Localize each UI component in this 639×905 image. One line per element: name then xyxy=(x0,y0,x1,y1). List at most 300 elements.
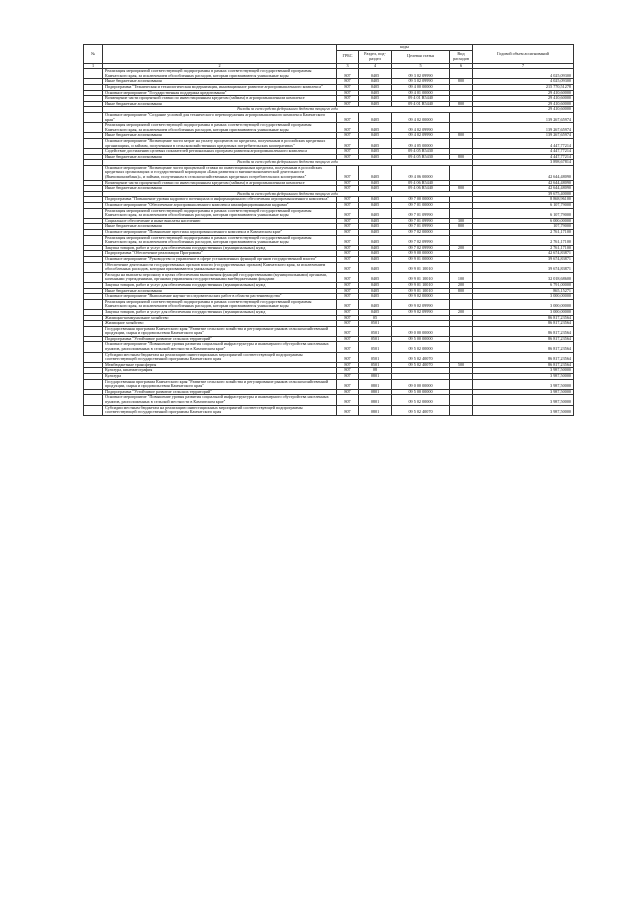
item-name-cell: Подпрограмма "Устойчивое развитие сельских территорий" xyxy=(103,389,337,395)
item-name-cell: Основное мероприятие "Государственная поддержка кредитования" xyxy=(103,90,337,96)
row-number-cell xyxy=(84,379,103,389)
vr-cell xyxy=(450,379,473,389)
grbs-cell: 807 xyxy=(337,256,359,262)
section-cell: 0405 xyxy=(359,165,392,180)
target-cell: 09 4 01 R5440 xyxy=(392,96,450,102)
item-name-cell: Жилищно-коммунальное хозяйство xyxy=(103,315,337,321)
section-cell: 0405 xyxy=(359,208,392,218)
section-cell: 0405 xyxy=(359,138,392,148)
item-name-cell: Содействие достижению целевых показателей региональных программ развития агропромышленного комплекса xyxy=(103,149,337,155)
header-vr: Вид расходов xyxy=(450,50,473,63)
grbs-cell: 807 xyxy=(337,224,359,230)
header-num: № xyxy=(84,45,103,64)
vr-cell: 100 xyxy=(450,272,473,282)
grbs-cell: 807 xyxy=(337,79,359,85)
amount-cell: 4 447,77214 xyxy=(473,149,574,155)
target-cell: 09 4 01 00000 xyxy=(392,90,450,96)
amount-cell: 4 025,09300 xyxy=(473,69,574,79)
section-cell: 0405 xyxy=(359,309,392,315)
grbs-cell: 807 xyxy=(337,149,359,155)
table-row xyxy=(84,262,574,272)
grbs-cell: 807 xyxy=(337,180,359,186)
target-cell: 09 9 01 10010 xyxy=(392,288,450,294)
table-row xyxy=(84,395,574,405)
target-cell: 09 4 01 R5440 xyxy=(392,101,450,107)
amount-cell: 42 644,48090 xyxy=(473,186,574,192)
grbs-cell: 807 xyxy=(337,352,359,362)
item-name-cell: Подпрограмма "Повышение уровня кадрового потенциала и информационного обеспечения агропромышленного комплекса" xyxy=(103,197,337,203)
amount-cell: 6 107,79000 xyxy=(473,203,574,209)
target-cell: 09 5 02 40070 xyxy=(392,405,450,415)
grbs-cell: 807 xyxy=(337,294,359,300)
item-name-cell: Основное мероприятие "Обеспечение агропромышленного комплекса квалифицированными кадрами" xyxy=(103,203,337,209)
target-cell: 09 4 05 R5430 xyxy=(392,154,450,160)
row-number-cell xyxy=(84,165,103,180)
grbs-cell: 807 xyxy=(337,282,359,288)
grbs-cell: 807 xyxy=(337,342,359,352)
grbs-cell: 807 xyxy=(337,197,359,203)
section-cell: 0405 xyxy=(359,288,392,294)
amount-cell: 29 410,60000 xyxy=(473,90,574,96)
vr-cell xyxy=(450,342,473,352)
target-cell: 09 4 06 R5440 xyxy=(392,186,450,192)
row-number-cell xyxy=(84,262,103,272)
grbs-cell: 807 xyxy=(337,230,359,236)
grbs-cell: 807 xyxy=(337,395,359,405)
vr-cell xyxy=(450,165,473,180)
target-cell: 09 7 00 00000 xyxy=(392,197,450,203)
row-number-cell xyxy=(84,112,103,122)
grbs-cell: 807 xyxy=(337,288,359,294)
vr-cell: 800 xyxy=(450,224,473,230)
item-name-cell: Иные бюджетные ассигнования xyxy=(103,101,337,107)
amount-cell: 3 987,50000 xyxy=(473,379,574,389)
table-row xyxy=(84,272,574,282)
vr-cell: 800 xyxy=(450,154,473,160)
item-name-cell: Основное мероприятие "Возмещение части затрат на уплату процентов по кредитам, полученным в российских кредитных организациях, и займам, полученным в сельскохозяйственных кредитных потребительских кооперативах" xyxy=(103,138,337,148)
section-cell: 0405 xyxy=(359,133,392,139)
vr-cell: 800 xyxy=(450,79,473,85)
grbs-cell: 807 xyxy=(337,368,359,374)
target-cell: 09 4 02 09990 xyxy=(392,133,450,139)
section-cell: 0405 xyxy=(359,90,392,96)
vr-cell: 300 xyxy=(450,218,473,224)
section-cell: 0501 xyxy=(359,362,392,368)
target-cell: 09 7 02 00000 xyxy=(392,230,450,236)
target-cell: 09 3 02 09990 xyxy=(392,79,450,85)
target-cell: 09 4 05 00000 xyxy=(392,138,450,148)
grbs-cell: 807 xyxy=(337,101,359,107)
amount-cell: 139 267,65974 xyxy=(473,112,574,122)
target-cell: 09 9 01 00000 xyxy=(392,256,450,262)
amount-cell: 29 410,60000 xyxy=(473,101,574,107)
item-name-cell: Реализация мероприятий соответствующей подпрограммы в рамках соответствующей государственной программы Камчатского края, за исключением обособленных расходов, которым присваиваются уникальные коды xyxy=(103,235,337,245)
item-name-cell: Расходы на выплаты персоналу в целях обеспечения выполнения функций государственными (муниципальными) органами, казенными учреждениями, органами управления государственными внебюджетными фондами xyxy=(103,272,337,282)
table-row xyxy=(84,112,574,122)
table-row xyxy=(84,352,574,362)
amount-cell: 32 018,68600 xyxy=(473,272,574,282)
column-number: 2 xyxy=(103,63,337,69)
amount-cell: 2 761,17100 xyxy=(473,245,574,251)
vr-cell xyxy=(450,326,473,336)
grbs-cell: 807 xyxy=(337,379,359,389)
amount-cell: 86 817,23564 xyxy=(473,315,574,321)
row-number-cell xyxy=(84,208,103,218)
row-number-cell xyxy=(84,69,103,79)
vr-cell xyxy=(450,235,473,245)
section-cell: 0405 xyxy=(359,123,392,133)
target-cell: 09 7 01 09990 xyxy=(392,218,450,224)
grbs-cell: 807 xyxy=(337,138,359,148)
vr-cell: 800 xyxy=(450,133,473,139)
section-cell: 0405 xyxy=(359,262,392,272)
grbs-cell: 807 xyxy=(337,251,359,257)
grbs-cell: 807 xyxy=(337,405,359,415)
grbs-cell: 807 xyxy=(337,208,359,218)
column-number: 3 xyxy=(337,63,359,69)
target-cell: 09 4 02 00000 xyxy=(392,112,450,122)
item-name-cell: Закупка товаров, работ и услуг для обеспечения государственных (муниципальных) нужд xyxy=(103,245,337,251)
grbs-cell: 807 xyxy=(337,186,359,192)
grbs-cell: 807 xyxy=(337,69,359,79)
grbs-cell: 807 xyxy=(337,112,359,122)
grbs-cell: 807 xyxy=(337,262,359,272)
item-name-cell: Государственная программа Камчатского края "Развитие сельского хозяйства и регулирование рынков сельскохозяйственной продукции, сырья и продовольствия Камчатского края" xyxy=(103,326,337,336)
target-cell: 09 7 02 09990 xyxy=(392,235,450,245)
section-cell: 0405 xyxy=(359,101,392,107)
budget-table xyxy=(83,44,574,416)
target-cell: 09 9 00 00000 xyxy=(392,251,450,257)
section-cell: 0801 xyxy=(359,374,392,380)
target-cell: 09 9 01 10010 xyxy=(392,262,450,272)
amount-cell: 42 674,83871 xyxy=(473,251,574,257)
note-text: Расходы за счет средств федерального бюджета текущего года xyxy=(103,107,473,113)
target-cell: 09 7 01 00000 xyxy=(392,203,450,209)
header-codes: коды xyxy=(337,45,473,51)
amount-cell: 107,79000 xyxy=(473,224,574,230)
amount-cell: 2 761,17100 xyxy=(473,230,574,236)
amount-cell: 42 644,48090 xyxy=(473,180,574,186)
section-cell: 0801 xyxy=(359,379,392,389)
row-number-cell xyxy=(84,299,103,309)
table-row xyxy=(84,123,574,133)
target-cell: 09 0 00 00000 xyxy=(392,379,450,389)
item-name-cell: Реализация мероприятий соответствующей подпрограммы в рамках соответствующей государственной программы Камчатского края, за исключением обособленных расходов, которым присваиваются уникальные коды xyxy=(103,123,337,133)
item-name-cell: Возмещение части процентной ставки по инвестиционным кредитам (займам) в агропромышленном комплексе xyxy=(103,180,337,186)
vr-cell: 200 xyxy=(450,309,473,315)
amount-cell: 39 674,83871 xyxy=(473,262,574,272)
vr-cell xyxy=(450,262,473,272)
grbs-cell: 807 xyxy=(337,272,359,282)
amount-cell: 139 267,65974 xyxy=(473,133,574,139)
amount-cell: 3 987,50000 xyxy=(473,395,574,405)
grbs-cell: 807 xyxy=(337,245,359,251)
target-cell: 09 4 06 00000 xyxy=(392,165,450,180)
vr-cell xyxy=(450,123,473,133)
amount-cell: 39 675,40000 xyxy=(473,191,574,197)
item-name-cell: Иные бюджетные ассигнования xyxy=(103,224,337,230)
item-name-cell: Подпрограмма "Техническая и технологическая модернизация, инновационное развитие агропромышленного комплекса" xyxy=(103,84,337,90)
grbs-cell: 807 xyxy=(337,336,359,342)
table-row xyxy=(84,165,574,180)
grbs-cell: 807 xyxy=(337,235,359,245)
amount-cell: 86 817,23564 xyxy=(473,362,574,368)
amount-cell: 29 410,60000 xyxy=(473,96,574,102)
table-row xyxy=(84,208,574,218)
item-name-cell: Реализация мероприятий соответствующей подпрограммы в рамках соответствующей государственной программы Камчатского края, за исключением обособленных расходов, которым присваиваются уникальные коды xyxy=(103,69,337,79)
row-number-cell xyxy=(84,405,103,415)
target-cell: 09 4 00 00000 xyxy=(392,84,450,90)
target-cell: 09 5 02 00000 xyxy=(392,342,450,352)
section-cell: 0501 xyxy=(359,336,392,342)
target-cell: 09 4 06 R5440 xyxy=(392,180,450,186)
target-cell: 09 9 02 00000 xyxy=(392,294,450,300)
amount-cell: 8 868,96100 xyxy=(473,197,574,203)
vr-cell xyxy=(450,208,473,218)
amount-cell: 3 987,50000 xyxy=(473,374,574,380)
section-cell: 0405 xyxy=(359,203,392,209)
item-name-cell: Субсидии местным бюджетам на реализацию инвестиционных мероприятий соответствующей подпрограммы соответствующей государственной программы Камчатского края xyxy=(103,352,337,362)
item-name-cell: Иные бюджетные ассигнования xyxy=(103,133,337,139)
item-name-cell: Закупка товаров, работ и услуг для обеспечения государственных (муниципальных) нужд xyxy=(103,309,337,315)
section-cell: 0405 xyxy=(359,282,392,288)
item-name-cell: Подпрограмма "Обеспечение реализации Программы" xyxy=(103,251,337,257)
vr-cell xyxy=(450,352,473,362)
grbs-cell: 807 xyxy=(337,165,359,180)
amount-cell: 86 817,23564 xyxy=(473,336,574,342)
section-cell: 0405 xyxy=(359,299,392,309)
header-target: Целевая статья xyxy=(392,50,450,63)
grbs-cell: 807 xyxy=(337,154,359,160)
item-name-cell: Основное мероприятие "Повышение уровня развития социальной инфраструктуры и инженерного обустройства населенных пунктов, расположенных в сельской местности в Камчатском крае" xyxy=(103,342,337,352)
table-row xyxy=(84,138,574,148)
header-section: Раздел, под-раздел xyxy=(359,50,392,63)
item-name-cell: Культура, кинематография xyxy=(103,368,337,374)
column-number: 4 xyxy=(359,63,392,69)
vr-cell: 200 xyxy=(450,282,473,288)
grbs-cell: 807 xyxy=(337,309,359,315)
amount-cell: 2 761,17100 xyxy=(473,235,574,245)
item-name-cell: Основное мероприятие "Выполнение научно-исследовательских работ в области растениеводства" xyxy=(103,294,337,300)
vr-cell xyxy=(450,69,473,79)
section-cell: 0405 xyxy=(359,79,392,85)
vr-cell xyxy=(450,138,473,148)
section-cell: 0405 xyxy=(359,112,392,122)
item-name-cell: Культура xyxy=(103,374,337,380)
grbs-cell: 807 xyxy=(337,203,359,209)
amount-cell: 6 791,00000 xyxy=(473,282,574,288)
item-name-cell: Субсидии местным бюджетам на реализацию инвестиционных мероприятий соответствующей подпрограммы соответствующей государственной программы Камчатского края xyxy=(103,405,337,415)
amount-cell: 29 410,60000 xyxy=(473,107,574,113)
column-number: 7 xyxy=(473,63,574,69)
target-cell: 09 4 05 R5430 xyxy=(392,149,450,155)
section-cell: 08 xyxy=(359,368,392,374)
amount-cell: 3 000,00000 xyxy=(473,294,574,300)
section-cell: 0405 xyxy=(359,69,392,79)
amount-cell: 4 447,77214 xyxy=(473,154,574,160)
amount-cell: 86 817,23564 xyxy=(473,352,574,362)
section-cell: 0501 xyxy=(359,352,392,362)
table-row xyxy=(84,69,574,79)
section-cell: 0405 xyxy=(359,218,392,224)
grbs-cell: 807 xyxy=(337,299,359,309)
header-annual: Годовой объем ассигнований xyxy=(473,45,574,64)
grbs-cell: 807 xyxy=(337,123,359,133)
section-cell: 0405 xyxy=(359,96,392,102)
target-cell: 09 7 01 09990 xyxy=(392,208,450,218)
table-row xyxy=(84,405,574,415)
vr-cell: 500 xyxy=(450,362,473,368)
column-number: 5 xyxy=(392,63,450,69)
section-cell: 0501 xyxy=(359,326,392,336)
target-cell: 09 9 02 09990 xyxy=(392,299,450,309)
item-name-cell: Социальное обеспечение и иные выплаты населению xyxy=(103,218,337,224)
target-cell: 09 5 00 00000 xyxy=(392,336,450,342)
item-name-cell: Основное мероприятие "Повышение престижа агропромышленного комплекса в Камчатском крае" xyxy=(103,230,337,236)
grbs-cell: 807 xyxy=(337,374,359,380)
header-name xyxy=(103,45,337,64)
grbs-cell: 807 xyxy=(337,326,359,336)
grbs-cell: 807 xyxy=(337,133,359,139)
table-row xyxy=(84,379,574,389)
table-row xyxy=(84,342,574,352)
vr-cell xyxy=(450,405,473,415)
row-number-cell xyxy=(84,272,103,282)
target-cell: 09 5 00 00000 xyxy=(392,389,450,395)
row-number-cell xyxy=(84,123,103,133)
amount-cell: 3 987,50000 xyxy=(473,368,574,374)
item-name-cell: Иные бюджетные ассигнования xyxy=(103,186,337,192)
section-cell: 0405 xyxy=(359,186,392,192)
item-name-cell: Иные бюджетные ассигнования xyxy=(103,154,337,160)
target-cell: 09 9 01 10010 xyxy=(392,282,450,288)
target-cell: 09 7 02 09990 xyxy=(392,245,450,251)
section-cell: 0801 xyxy=(359,405,392,415)
item-name-cell: Основное мероприятие "Повышение уровня развития социальной инфраструктуры и инженерного обустройства населенных пунктов, расположенных в сельской местности в Камчатском крае" xyxy=(103,395,337,405)
item-name-cell: Подпрограмма "Устойчивое развитие сельских территорий" xyxy=(103,336,337,342)
amount-cell: 86 817,23564 xyxy=(473,326,574,336)
item-name-cell: Основное мероприятие "Возмещение части процентной ставки по инвестиционным кредитам, полученным в российских кредитных организациях и государственной корпорации «Банк развития и внешнеэкономической деятельности (Внешэкономбанк)», и займам, полученным в сельскохозяйственных кредитных потребительских кооперативах" xyxy=(103,165,337,180)
amount-cell: 86 817,23564 xyxy=(473,321,574,327)
section-cell: 05 xyxy=(359,315,392,321)
vr-cell: 800 xyxy=(450,101,473,107)
row-number-cell xyxy=(84,235,103,245)
amount-cell: 39 674,83871 xyxy=(473,256,574,262)
grbs-cell: 807 xyxy=(337,315,359,321)
section-cell: 0405 xyxy=(359,180,392,186)
vr-cell xyxy=(450,299,473,309)
grbs-cell: 807 xyxy=(337,362,359,368)
amount-cell: 6 107,79000 xyxy=(473,208,574,218)
target-cell: 09 3 02 09990 xyxy=(392,69,450,79)
target-cell: 09 0 00 00000 xyxy=(392,326,450,336)
grbs-cell: 807 xyxy=(337,389,359,395)
vr-cell: 200 xyxy=(450,245,473,251)
grbs-cell: 807 xyxy=(337,90,359,96)
section-cell: 0405 xyxy=(359,230,392,236)
row-number-cell xyxy=(84,138,103,148)
target-cell: 09 7 01 09990 xyxy=(392,224,450,230)
item-name-cell: Иные бюджетные ассигнования xyxy=(103,79,337,85)
grbs-cell: 807 xyxy=(337,96,359,102)
item-name-cell: Основное мероприятие "Создание условий для технического перевооружения агропромышленного комплекса Камчатского края" xyxy=(103,112,337,122)
vr-cell xyxy=(450,112,473,122)
section-cell: 0501 xyxy=(359,342,392,352)
amount-cell: 3 898,67814 xyxy=(473,160,574,166)
section-cell: 0405 xyxy=(359,197,392,203)
header-grbs: ГРБС xyxy=(337,50,359,63)
table-body xyxy=(84,69,574,416)
amount-cell: 4 025,09300 xyxy=(473,79,574,85)
amount-cell: 86 817,23564 xyxy=(473,342,574,352)
section-cell: 0405 xyxy=(359,245,392,251)
table-row xyxy=(84,235,574,245)
row-number-cell xyxy=(84,326,103,336)
section-cell: 0405 xyxy=(359,251,392,257)
column-number: 6 xyxy=(450,63,473,69)
target-cell: 09 9 02 09990 xyxy=(392,309,450,315)
item-name-cell: Иные бюджетные ассигнования xyxy=(103,288,337,294)
row-number-cell xyxy=(84,342,103,352)
item-name-cell: Межбюджетные трансферты xyxy=(103,362,337,368)
amount-cell: 3 000,00000 xyxy=(473,309,574,315)
item-name-cell: Реализация мероприятий соответствующей подпрограммы в рамках соответствующей государственной программы Камчатского края, за исключением обособленных расходов, которым присваиваются уникальные коды xyxy=(103,208,337,218)
section-cell: 0405 xyxy=(359,294,392,300)
section-cell: 0405 xyxy=(359,149,392,155)
item-name-cell: Основное мероприятие "Руководство и управление в сфере установленных функций органов государственной власти" xyxy=(103,256,337,262)
note-text: Расходы за счет средств федерального бюджета текущего года xyxy=(103,191,473,197)
amount-cell: 139 267,65974 xyxy=(473,123,574,133)
row-number-cell xyxy=(84,395,103,405)
item-name-cell: Государственная программа Камчатского края "Развитие сельского хозяйства и регулирование рынков сельскохозяйственной продукции, сырья и продовольствия Камчатского края" xyxy=(103,379,337,389)
table-row xyxy=(84,326,574,336)
row-number-cell xyxy=(84,352,103,362)
amount-cell: 3 987,50000 xyxy=(473,389,574,395)
amount-cell: 6 000,00000 xyxy=(473,218,574,224)
section-cell: 0405 xyxy=(359,272,392,282)
grbs-cell: 807 xyxy=(337,84,359,90)
amount-cell: 865,15271 xyxy=(473,288,574,294)
column-number: 1 xyxy=(84,63,103,69)
section-cell: 0801 xyxy=(359,395,392,405)
section-cell: 0801 xyxy=(359,389,392,395)
vr-cell: 800 xyxy=(450,186,473,192)
item-name-cell: Обеспечение деятельности государственных органов власти (государственных органов) Камчатского края, за исключением обособленных расходов, которым присваиваются уникальные коды xyxy=(103,262,337,272)
target-cell: 09 5 02 00000 xyxy=(392,395,450,405)
grbs-cell: 807 xyxy=(337,218,359,224)
target-cell: 09 5 02 40070 xyxy=(392,362,450,368)
section-cell: 0405 xyxy=(359,84,392,90)
section-cell: 0405 xyxy=(359,154,392,160)
note-text: Расходы за счет средств федерального бюджета текущего года xyxy=(103,160,473,166)
table-row xyxy=(84,299,574,309)
item-name-cell: Возмещение части процентной ставки по инвестиционным кредитам (займам) в агропромышленном комплексе xyxy=(103,96,337,102)
amount-cell: 3 000,00000 xyxy=(473,299,574,309)
amount-cell: 42 644,48090 xyxy=(473,165,574,180)
target-cell: 09 4 02 09990 xyxy=(392,123,450,133)
amount-cell: 4 447,77214 xyxy=(473,138,574,148)
item-name-cell: Реализация мероприятий соответствующей подпрограммы в рамках соответствующей государственной программы Камчатского края, за исключением обособленных расходов, которым присваиваются уникальные коды xyxy=(103,299,337,309)
vr-cell: 800 xyxy=(450,288,473,294)
target-cell: 09 5 02 40070 xyxy=(392,352,450,362)
section-cell: 0405 xyxy=(359,235,392,245)
section-cell: 0405 xyxy=(359,224,392,230)
item-name-cell: Закупка товаров, работ и услуг для обеспечения государственных (муниципальных) нужд xyxy=(103,282,337,288)
item-name-cell: Жилищное хозяйство xyxy=(103,321,337,327)
grbs-cell: 807 xyxy=(337,321,359,327)
target-cell: 09 9 01 10010 xyxy=(392,272,450,282)
amount-cell: 3 987,50000 xyxy=(473,405,574,415)
